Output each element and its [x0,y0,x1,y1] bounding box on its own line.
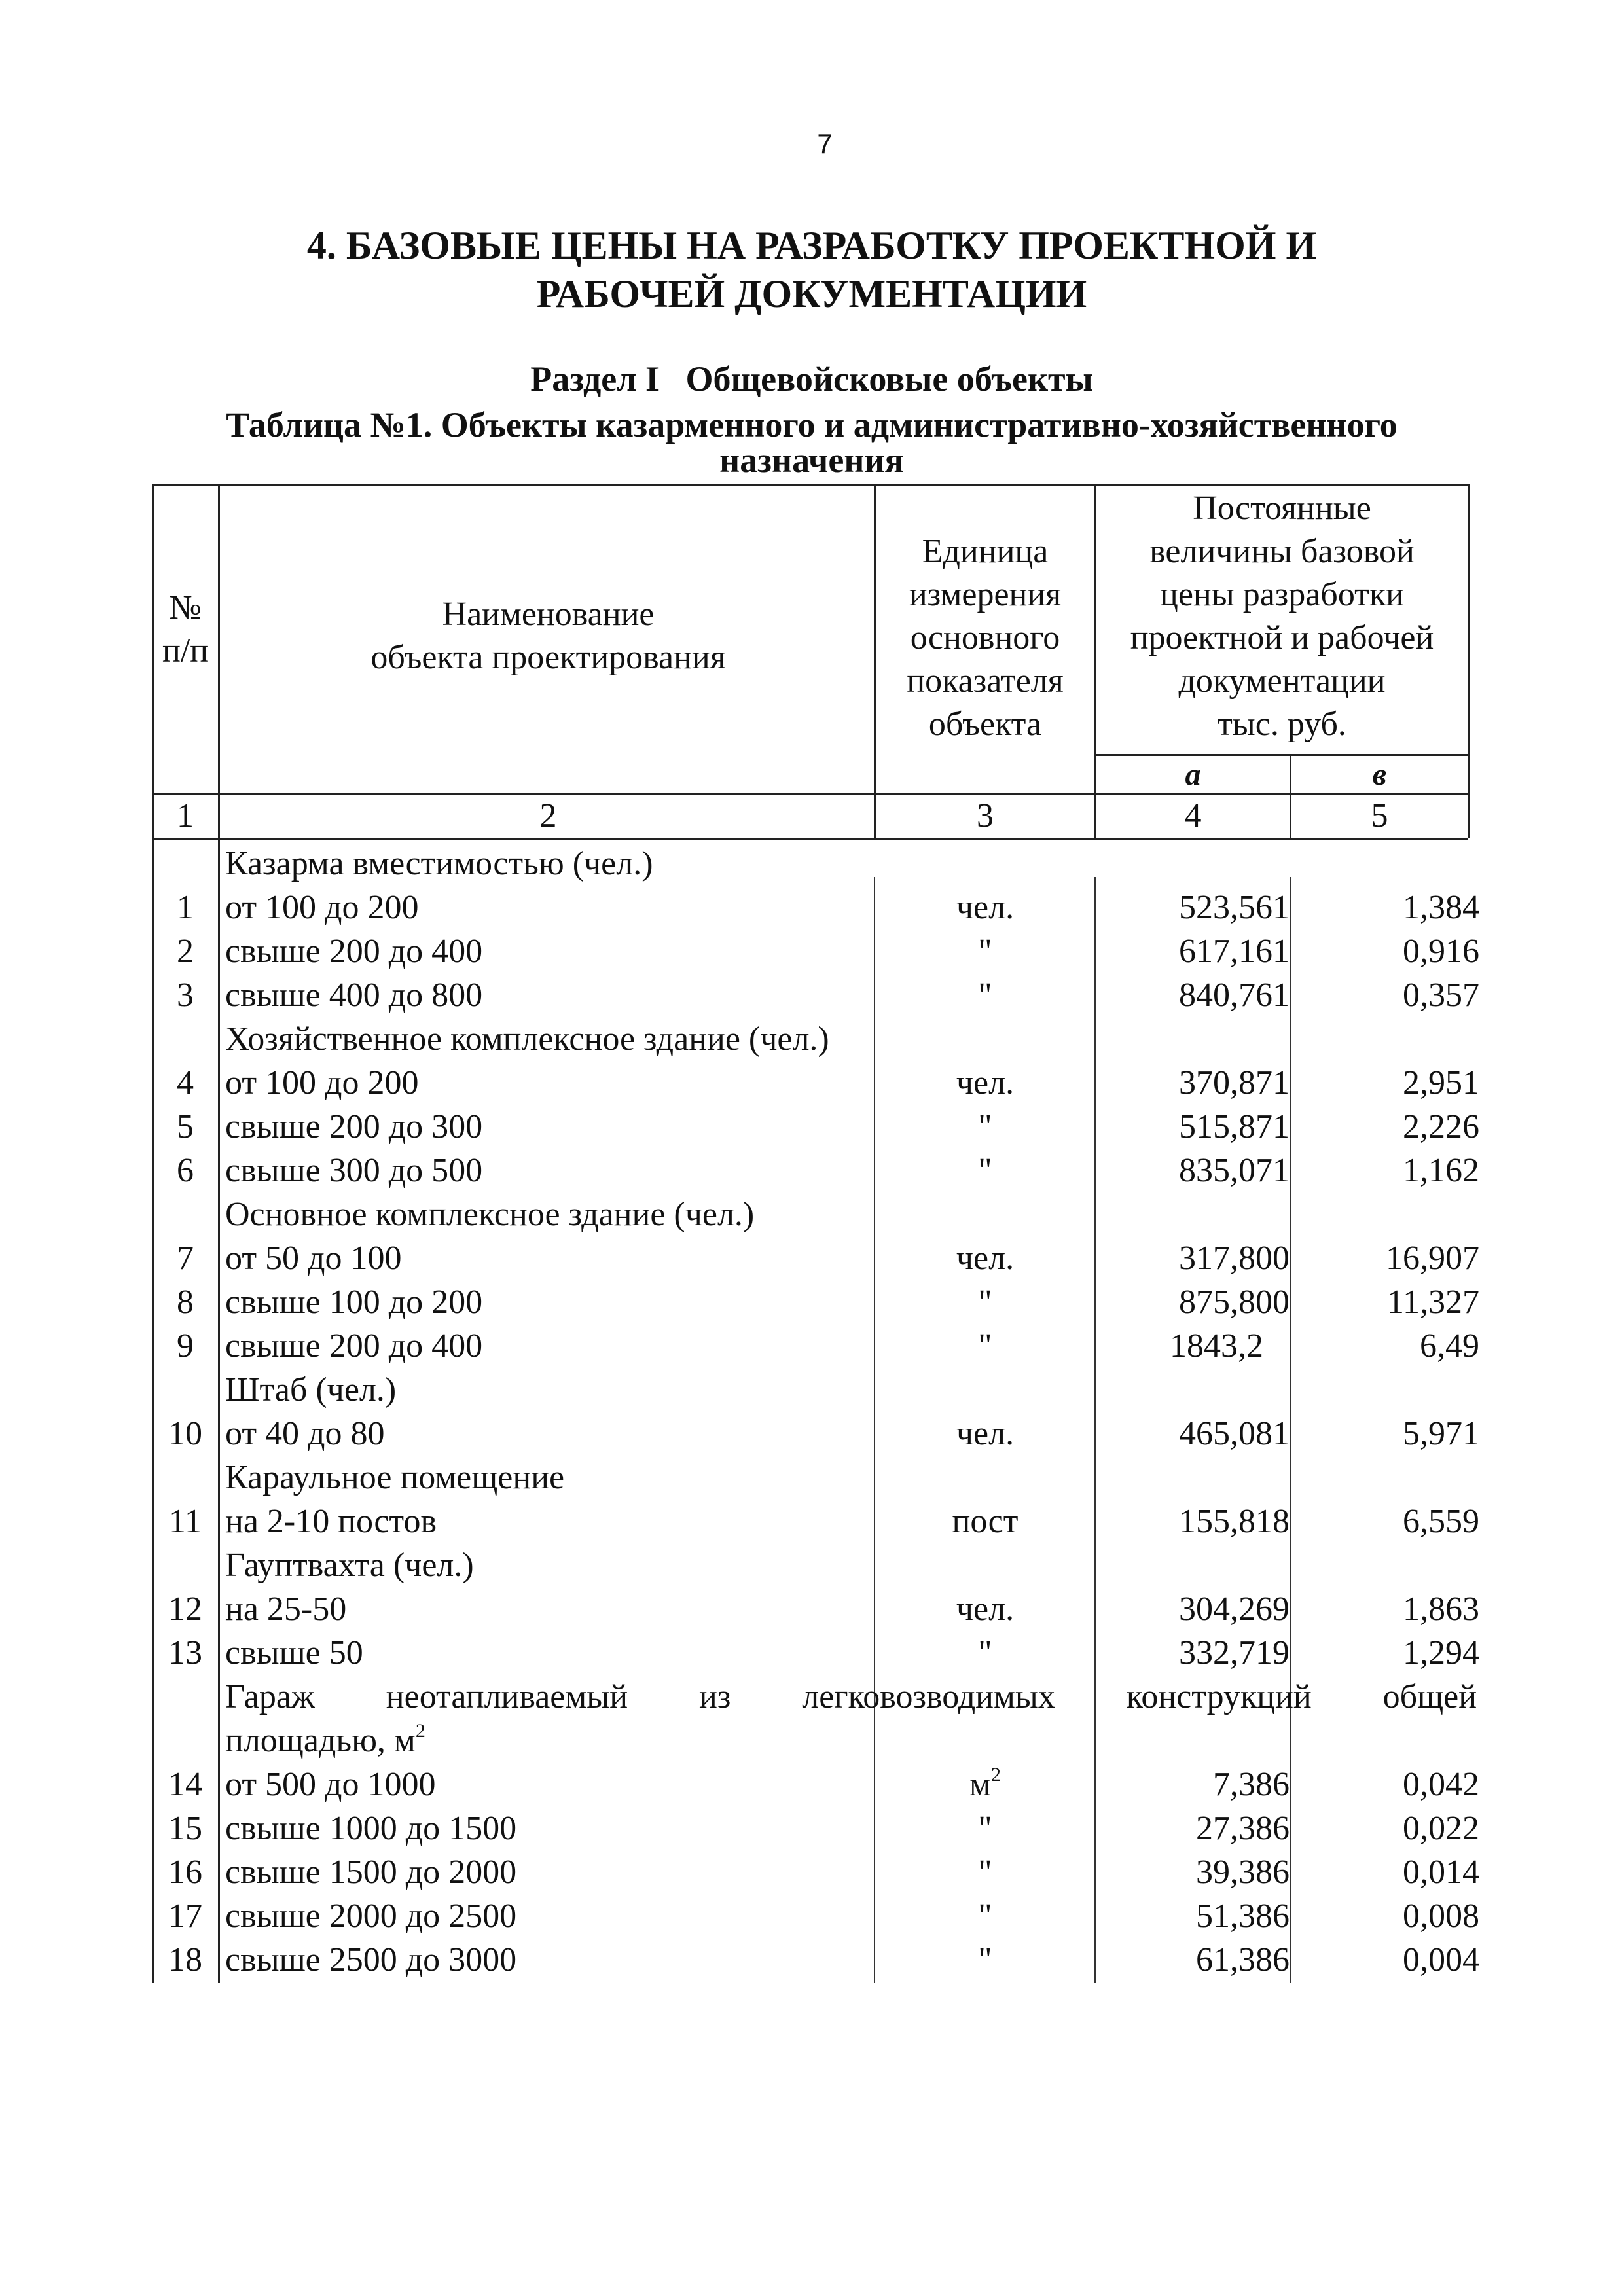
row-name: свыше 100 до 200 [225,1283,483,1321]
garage-label-line-1 [225,1675,1477,1719]
colnum-bottom-border [152,838,1468,840]
row-name: свыше 400 до 800 [225,977,483,1014]
row-value-b: 1,863 [1403,1590,1479,1628]
header-name [223,593,874,679]
row-unit: " [978,1897,992,1935]
row-unit: " [978,1941,992,1979]
header-unit-line-3: основного [910,619,1060,656]
group-label: Караульное помещение [225,1459,565,1496]
colnum-3: 3 [977,797,994,834]
table-row [0,1061,1624,1105]
row-value-b: 1,384 [1403,889,1479,926]
header-price-line-4: проектной и рабочей [1130,619,1434,656]
row-value-b: 2,226 [1403,1108,1479,1145]
row-value-b: 5,971 [1403,1415,1479,1452]
table-row [0,1236,1624,1280]
row-value-a: 332,719 [1179,1634,1290,1672]
header-price-line-1: Постоянные [1193,490,1371,527]
table-top-border [152,484,1468,486]
header-price-line-6: тыс. руб. [1218,706,1346,743]
row-name: на 25-50 [225,1590,347,1628]
row-no: 8 [177,1283,194,1321]
header-price [1096,487,1468,746]
row-value-a: 155,818 [1179,1503,1290,1540]
table-row [0,1149,1624,1193]
row-name: свыше 50 [225,1634,363,1672]
row-value-b: 0,008 [1403,1897,1479,1935]
group-header [0,1368,1624,1412]
row-value-a: 7,386 [1213,1766,1290,1803]
row-value-a: 875,800 [1179,1283,1290,1321]
group-label: Штаб (чел.) [225,1371,397,1408]
table-row [0,1938,1624,1982]
group-label: Хозяйственное комплексное здание (чел.) [225,1020,829,1058]
row-no: 12 [168,1590,202,1628]
row-name: от 100 до 200 [225,1064,419,1102]
table-row [0,973,1624,1017]
row-value-b: 2,951 [1403,1064,1479,1102]
row-value-a: 27,386 [1196,1810,1290,1847]
row-value-a: 317,800 [1179,1240,1290,1277]
row-value-a: 523,561 [1179,889,1290,926]
row-no: 5 [177,1108,194,1145]
row-value-b: 11,327 [1386,1283,1479,1321]
row-value-b: 16,907 [1386,1240,1479,1277]
header-unit-line-5: объекта [928,706,1042,743]
row-name: свыше 2500 до 3000 [225,1941,517,1979]
table-row [0,886,1624,929]
superscript-2: 2 [415,1720,425,1742]
row-value-a: 465,081 [1179,1415,1290,1452]
row-value-a: 515,871 [1179,1108,1290,1145]
header-price-line-3: цены разработки [1160,576,1404,613]
table-row [0,1894,1624,1938]
row-value-b: 0,014 [1403,1854,1479,1891]
row-no: 10 [168,1415,202,1452]
table-title-line-2: назначения [719,440,904,480]
header-price-line-5: документации [1178,662,1386,700]
row-unit: " [978,1634,992,1672]
group-header [0,1193,1624,1236]
row-no: 16 [168,1854,202,1891]
group-header [0,842,1624,886]
garage-word: неотапливаемый [386,1678,628,1715]
row-no: 11 [168,1503,202,1540]
subheader-border [1094,754,1468,756]
garage-label-line-2 [225,1719,1469,1763]
row-unit: " [978,1854,992,1891]
row-value-b: 0,042 [1403,1766,1479,1803]
table-row [0,1499,1624,1543]
header-name-line-1: Наименование [442,596,655,633]
group-header [0,1543,1624,1587]
table-row [0,1850,1624,1894]
row-name: от 40 до 80 [225,1415,385,1452]
row-no: 9 [177,1327,194,1365]
colnum-4: 4 [1184,797,1202,834]
row-name: свыше 1000 до 1500 [225,1810,517,1847]
row-unit [877,1763,1093,1806]
row-value-b: 1,294 [1403,1634,1479,1672]
group-label: Казарма вместимостью (чел.) [225,845,653,882]
row-name: свыше 200 до 400 [225,1327,483,1365]
row-unit: чел. [956,1064,1015,1102]
table-right-border [1468,484,1470,838]
header-unit [876,530,1094,746]
header-no-line-1: № [169,589,202,626]
header-unit-line-4: показателя [907,662,1064,700]
row-no: 6 [177,1152,194,1189]
unit-text: м [969,1766,991,1803]
table-row [0,1280,1624,1324]
group-header-garage [0,1675,1624,1719]
row-value-b: 0,022 [1403,1810,1479,1847]
row-unit: чел. [956,1415,1015,1452]
row-no: 4 [177,1064,194,1102]
row-unit: чел. [956,1240,1015,1277]
row-name: свыше 200 до 300 [225,1108,483,1145]
group-header [0,1456,1624,1499]
row-name: от 50 до 100 [225,1240,402,1277]
row-value-b: 1,162 [1403,1152,1479,1189]
heading-line-1: 4. БАЗОВЫЕ ЦЕНЫ НА РАЗРАБОТКУ ПРОЕКТНОЙ И [306,224,1317,267]
row-name: от 500 до 1000 [225,1766,436,1803]
row-value-a: 370,871 [1179,1064,1290,1102]
row-no: 7 [177,1240,194,1277]
row-value-a: 39,386 [1196,1854,1290,1891]
row-unit: чел. [956,1590,1015,1628]
row-value-b: 0,357 [1403,977,1479,1014]
row-unit: " [978,933,992,970]
superscript-2: 2 [990,1764,1001,1785]
row-name: свыше 300 до 500 [225,1152,483,1189]
row-value-a: 835,071 [1179,1152,1290,1189]
row-unit: " [978,1283,992,1321]
table-row [0,1324,1624,1368]
row-no: 2 [177,933,194,970]
row-name: свыше 200 до 400 [225,933,483,970]
table-row [0,1412,1624,1456]
subheader-b: в [1372,757,1387,792]
table-row [0,1763,1624,1806]
row-value-a: 1843,2 [1170,1327,1263,1365]
row-unit: пост [952,1503,1019,1540]
row-unit: чел. [956,889,1015,926]
group-label: Основное комплексное здание (чел.) [225,1196,755,1233]
row-value-a: 304,269 [1179,1590,1290,1628]
table-row [0,1105,1624,1149]
row-name: от 100 до 200 [225,889,419,926]
header-price-line-2: величины базовой [1149,533,1415,570]
row-no: 14 [168,1766,202,1803]
table-title-line-1: Таблица №1. Объекты казарменного и административно-хозяйственного [226,405,1398,444]
row-value-a: 617,161 [1179,933,1290,970]
row-value-a: 61,386 [1196,1941,1290,1979]
row-no: 13 [168,1634,202,1672]
row-value-b: 0,004 [1403,1941,1479,1979]
section-title: Раздел I Общевойсковые объекты [530,359,1093,399]
row-unit: " [978,1152,992,1189]
header-no-line-2: п/п [162,632,209,670]
table-row [0,1806,1624,1850]
page-number: 7 [817,128,833,159]
row-unit: " [978,1810,992,1847]
row-name: свыше 2000 до 2500 [225,1897,517,1935]
row-no: 1 [177,889,194,926]
garage-label-text: площадью, м [225,1722,416,1759]
row-name: свыше 1500 до 2000 [225,1854,517,1891]
table-row [0,929,1624,973]
colnum-2: 2 [539,797,557,834]
garage-word: Гараж [225,1678,315,1715]
heading-line-2: РАБОЧЕЙ ДОКУМЕНТАЦИИ [536,272,1087,315]
group-header [0,1017,1624,1061]
row-unit: " [978,1108,992,1145]
header-unit-line-1: Единица [922,533,1049,570]
colnum-5: 5 [1371,797,1388,834]
row-name: на 2-10 постов [225,1503,437,1540]
row-no: 3 [177,977,194,1014]
row-no: 17 [168,1897,202,1935]
row-unit: " [978,1327,992,1365]
row-no: 18 [168,1941,202,1979]
row-value-a: 840,761 [1179,977,1290,1014]
table-row [0,1587,1624,1631]
garage-word: легковозводимых [802,1678,1055,1715]
header-unit-line-2: измерения [909,576,1062,613]
row-unit: " [978,977,992,1014]
header-name-line-2: объекта проектирования [370,639,726,676]
table-row [0,1631,1624,1675]
row-value-a: 51,386 [1196,1897,1290,1935]
garage-word: общей [1382,1678,1477,1715]
group-label: Гауптвахта (чел.) [225,1547,474,1584]
garage-word: из [698,1678,731,1715]
row-no: 15 [168,1810,202,1847]
header-no [154,586,216,673]
subheader-a: а [1185,757,1201,792]
colnum-1: 1 [177,797,194,834]
group-header-garage-line-2 [0,1719,1624,1763]
row-value-b: 0,916 [1403,933,1479,970]
garage-word: конструкций [1126,1678,1312,1715]
row-value-b: 6,559 [1403,1503,1479,1540]
row-value-b: 6,49 [1420,1327,1479,1365]
